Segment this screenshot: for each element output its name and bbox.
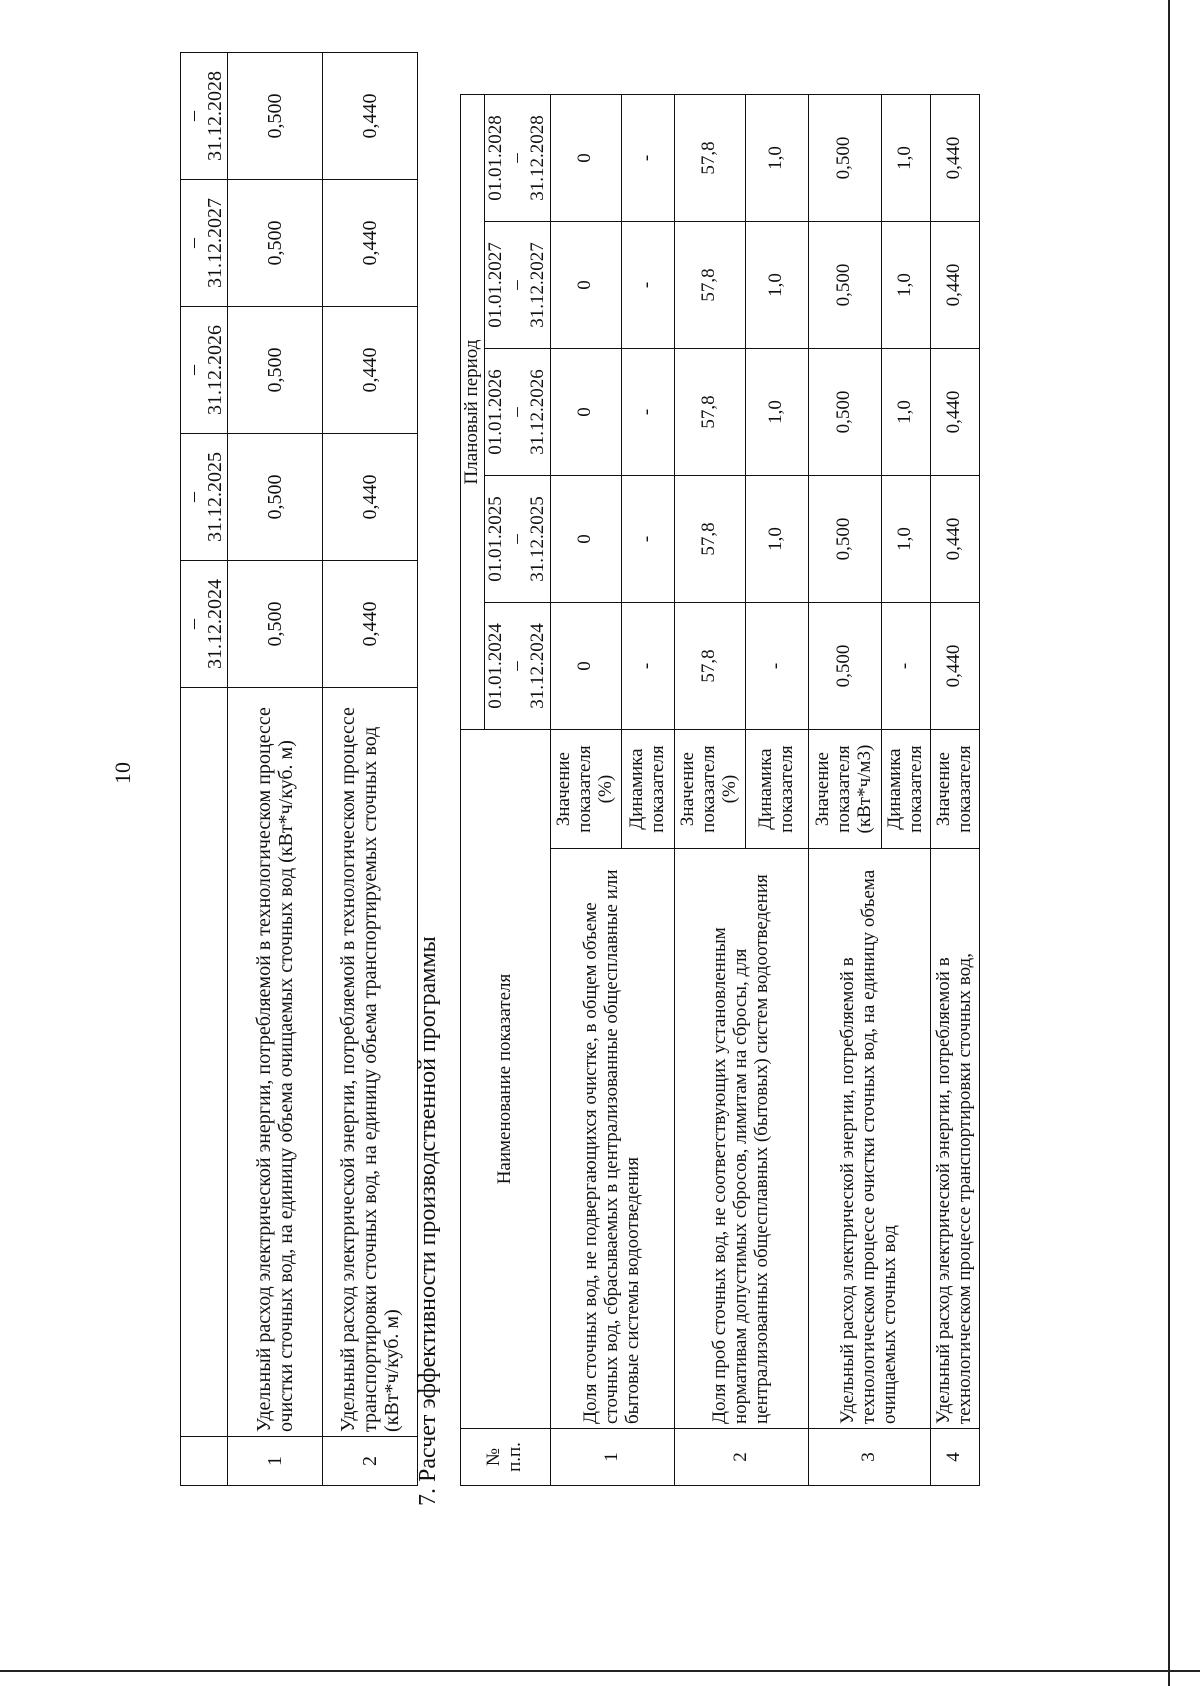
cell-value: -	[881, 603, 930, 730]
cell-value: 0,500	[228, 434, 323, 561]
cell-value: 0,500	[228, 53, 323, 180]
table-row	[323, 53, 418, 1486]
table-row	[228, 53, 323, 1486]
row-name: Удельный расход электрической энергии, потребляемой в технологическом процессе очистки сточных вод, на единицу объема очищаемых сточных вод (кВт*ч/куб. м)	[228, 688, 323, 1437]
period-header: 01.01.2026 – 31.12.2026	[484, 349, 550, 476]
row-num: 1	[228, 1437, 323, 1486]
cell-value: -	[621, 222, 674, 349]
cell-value: 0,440	[323, 53, 418, 180]
cell-value: 57,8	[674, 349, 745, 476]
row-name: Удельный расход электрической энергии, потребляемой в технологическом процессе очистки сточных вод, на единицу объема очищаемых сточных вод	[808, 849, 930, 1429]
table-main-header-row	[461, 95, 485, 1486]
cell-value: 1,0	[745, 95, 808, 222]
row-num: 2	[674, 1429, 808, 1486]
cell-value: 57,8	[674, 603, 745, 730]
row-num: 3	[808, 1429, 930, 1486]
cell-value: -	[745, 603, 808, 730]
cell-value: 0,440	[323, 434, 418, 561]
cell-value: 0,440	[323, 561, 418, 688]
cell-value: 0,440	[323, 180, 418, 307]
table-main	[460, 94, 980, 1486]
cell-value: 0	[550, 476, 621, 603]
cell-value: 0	[550, 222, 621, 349]
table-top-period: – 31.12.2025	[181, 434, 228, 561]
cell-value: -	[621, 349, 674, 476]
sub-label: Значение показателя (%)	[550, 730, 621, 849]
header-num: № п.п.	[461, 1429, 551, 1486]
cell-value: -	[621, 476, 674, 603]
header-period: Плановый период	[461, 95, 485, 730]
cell-value: 0,440	[323, 307, 418, 434]
cell-value: 1,0	[745, 349, 808, 476]
cell-value: 0	[550, 603, 621, 730]
row-num: 4	[930, 1429, 979, 1486]
row-name: Удельный расход электрической энергии, потребляемой в технологическом процессе транспортировки сточных вод,	[930, 849, 979, 1429]
table-top-header-name	[181, 688, 228, 1437]
cell-value: 0,500	[808, 349, 881, 476]
row-num: 2	[323, 1437, 418, 1486]
row-num: 1	[550, 1429, 674, 1486]
cell-value: 0	[550, 95, 621, 222]
cell-value: 0,500	[808, 222, 881, 349]
cell-value: 1,0	[881, 95, 930, 222]
cell-value: 0,500	[808, 95, 881, 222]
sub-label: Значение показателя (%)	[674, 730, 745, 849]
cell-value: 0,440	[930, 603, 979, 730]
cell-value: 1,0	[745, 222, 808, 349]
table-row	[550, 95, 621, 1486]
sub-label: Значение показателя (кВт*ч/м3)	[808, 730, 881, 849]
header-name: Наименование показателя	[461, 730, 551, 1429]
cell-value: 0,500	[808, 603, 881, 730]
cell-value: 1,0	[881, 222, 930, 349]
cell-value: 0,440	[930, 95, 979, 222]
period-header: 01.01.2025 – 31.12.2025	[484, 476, 550, 603]
table-row	[808, 95, 881, 1486]
row-name: Удельный расход электрической энергии, потребляемой в технологическом процессе транспортировки сточных вод, на единицу объема транспортируемых сточных вод (кВт*ч/куб. м)	[323, 688, 418, 1437]
period-header: 01.01.2028 – 31.12.2028	[484, 95, 550, 222]
cell-value: 57,8	[674, 476, 745, 603]
cell-value: 57,8	[674, 222, 745, 349]
sub-label: Значение показателя	[930, 730, 979, 849]
cell-value: 1,0	[745, 476, 808, 603]
cell-value: 1,0	[881, 349, 930, 476]
row-name: Доля проб сточных вод, не соответствующих установленным нормативам допустимых сбросов, лимитам на сбросы, для централизованных общесплавных (бытовых) систем водоотведения	[674, 849, 808, 1429]
table-top-period: – 31.12.2026	[181, 307, 228, 434]
table-top	[180, 52, 418, 1486]
sub-label: Динамика показателя	[745, 730, 808, 849]
cell-value: 0,440	[930, 222, 979, 349]
cell-value: 0	[550, 349, 621, 476]
section-title: 7. Расчет эффективности производственной программы	[415, 936, 441, 1506]
period-header: 01.01.2024 – 31.12.2024	[484, 603, 550, 730]
table-row	[674, 95, 745, 1486]
sub-label: Динамика показателя	[881, 730, 930, 849]
table-top-period: – 31.12.2024	[181, 561, 228, 688]
cell-value: 0,500	[228, 180, 323, 307]
sub-label: Динамика показателя	[621, 730, 674, 849]
cell-value: 1,0	[881, 476, 930, 603]
cell-value: 0,440	[930, 349, 979, 476]
table-top-period: – 31.12.2028	[181, 53, 228, 180]
row-name: Доля сточных вод, не подвергающихся очистке, в общем объеме сточных вод, сбрасываемых в централизованные общесплавные или бытовые системы водоотведения	[550, 849, 674, 1429]
cell-value: 57,8	[674, 95, 745, 222]
cell-value: -	[621, 95, 674, 222]
period-header: 01.01.2027 – 31.12.2027	[484, 222, 550, 349]
cell-value: 0,500	[808, 476, 881, 603]
cell-value: 0,500	[228, 307, 323, 434]
table-row	[930, 95, 979, 1486]
table-top-header-num	[181, 1437, 228, 1486]
cell-value: -	[621, 603, 674, 730]
cell-value: 0,500	[228, 561, 323, 688]
table-top-header	[181, 53, 228, 1486]
cell-value: 0,440	[930, 476, 979, 603]
table-top-period: – 31.12.2027	[181, 180, 228, 307]
page-number: 10	[110, 762, 135, 784]
